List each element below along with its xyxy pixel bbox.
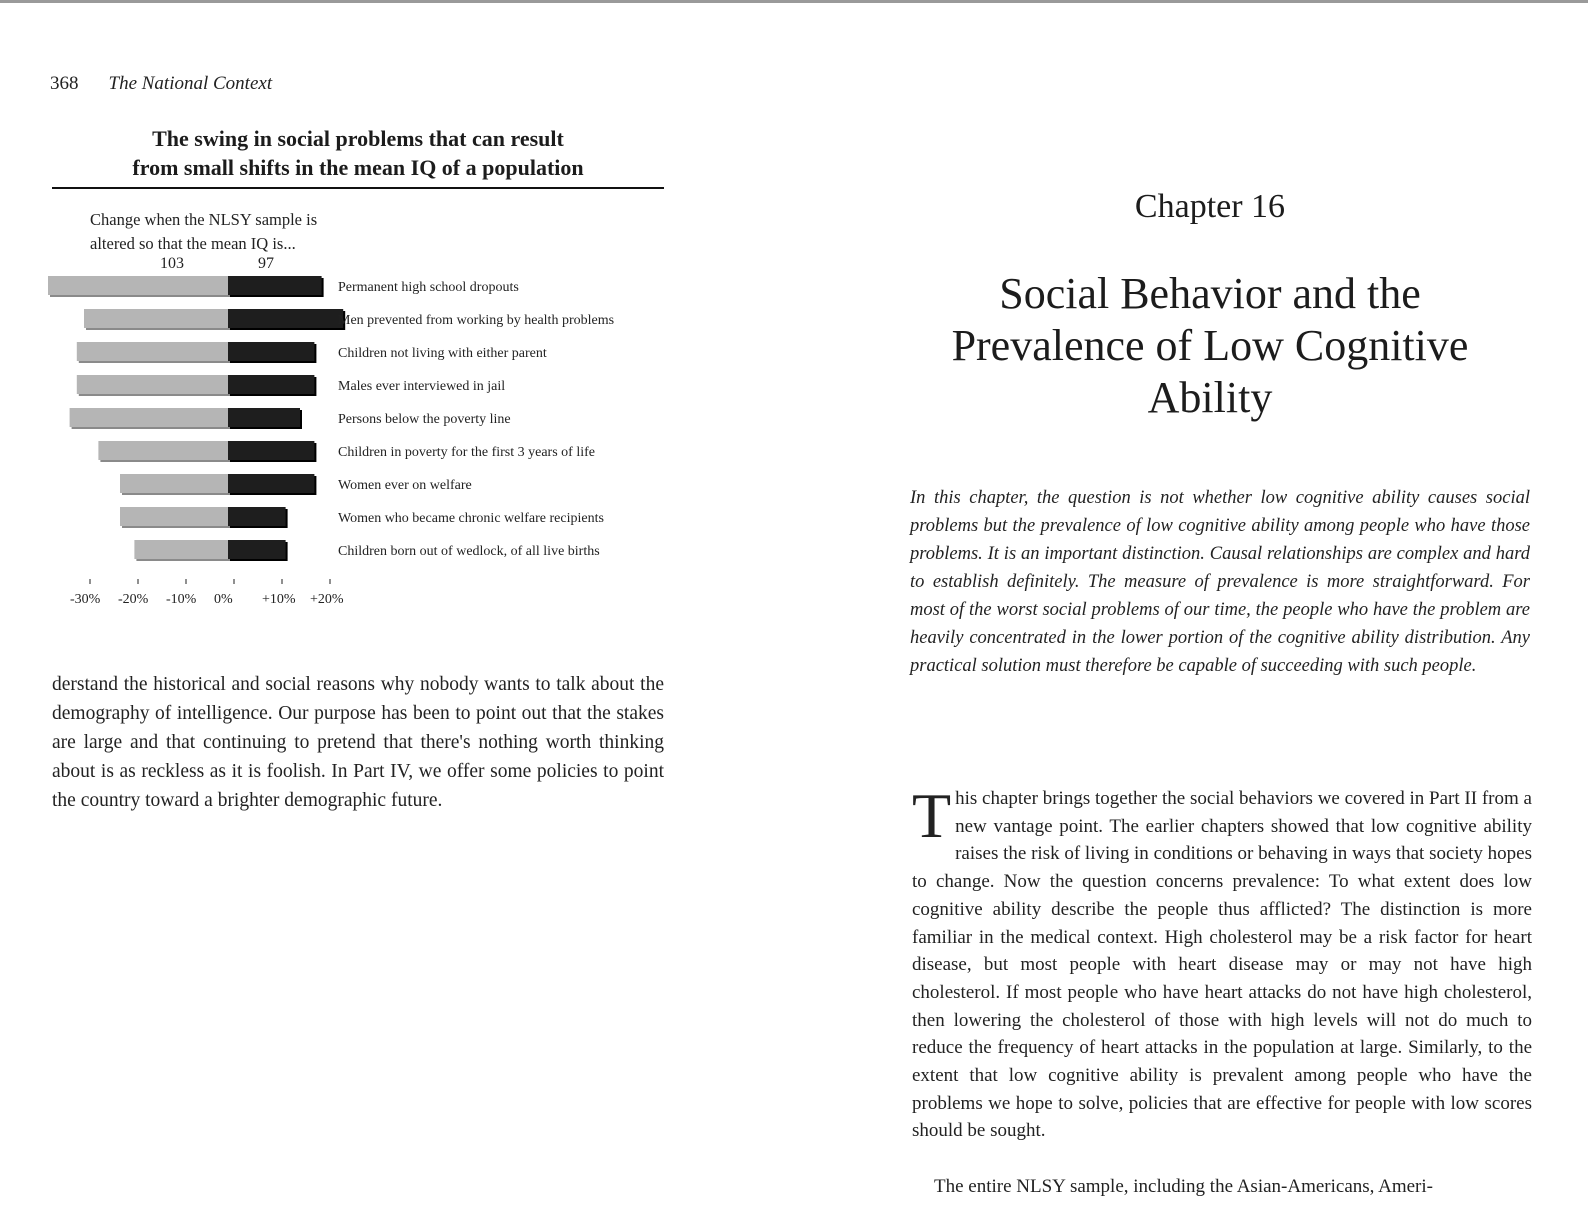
- left-page: [0, 0, 700, 1228]
- running-head-title: The National Context: [108, 73, 273, 94]
- figure-title-line: from small shifts in the mean IQ of a population: [132, 155, 584, 180]
- category-label: Women who became chronic welfare recipients: [338, 511, 604, 526]
- tick-label: 0%: [214, 592, 233, 607]
- chart-caption: [90, 208, 390, 256]
- chapter-title-line: Prevalence of Low Cognitive: [951, 321, 1469, 370]
- tick-label: -20%: [118, 592, 149, 607]
- bar-97: [228, 507, 286, 526]
- chapter-number: Chapter 16: [1134, 188, 1286, 225]
- bar-97: [228, 276, 322, 295]
- right-page: [900, 0, 1560, 1228]
- category-label: Persons below the poverty line: [338, 412, 511, 427]
- bar-97: [228, 342, 314, 361]
- body-paragraph: [912, 780, 1532, 1145]
- bar-97: [228, 309, 343, 328]
- figure-title-line: The swing in social problems that can result: [152, 126, 564, 151]
- bar-103: [120, 507, 228, 526]
- series-label-103: 103: [160, 255, 184, 272]
- bar-97: [228, 408, 300, 427]
- category-label: Children born out of wedlock, of all live births: [338, 544, 600, 559]
- bar-103: [134, 540, 228, 559]
- figure-title: [52, 124, 664, 182]
- tick-label: -30%: [70, 592, 101, 607]
- bar-97: [228, 540, 286, 559]
- series-label-97: 97: [258, 255, 274, 272]
- body-paragraph-text: his chapter brings together the social behaviors we covered in Part II from a new vantage point. The earlier chapters showed that low cognitive ability raises the risk of living in conditions or behaving in ways that society hopes to change. Now the question concerns prevalence: To what extent does low cognitive ability describe the people thus afflicted? The distinction is more familiar in the medical context. High cholesterol may be a risk factor for heart disease, but most people with heart disease may or may not have high cholesterol. If most people who have heart attacks do not have high cholesterol, then lowering the cholesterol of those with high levels will not do much to reduce the frequency of heart attacks in the population at large. Similarly, to the extent that low cognitive ability is prevalent among people who have the problems we hope to solve, policies that are effective for people with low scores should be sought.: [912, 788, 1532, 1142]
- bar-103: [70, 408, 228, 427]
- bar-103: [77, 342, 228, 361]
- category-label: Children in poverty for the first 3 years of life: [338, 445, 595, 460]
- chapter-title-line: Ability: [1147, 373, 1273, 422]
- body-paragraph: derstand the historical and social reasons why nobody wants to talk about the demography of intelligence. Our purpose has been to point out that the stakes are large and that continuing to pretend that there's nothing worth thinking about is as reckless as it is foolish. In Part IV, we offer some policies to point the country toward a brighter demographic future.: [52, 674, 664, 811]
- bar-97: [228, 474, 314, 493]
- chart-caption-line: Change when the NLSY sample is: [90, 210, 318, 229]
- bar-103: [98, 441, 228, 460]
- bar-103: [48, 276, 228, 295]
- bar-103: [120, 474, 228, 493]
- category-label: Permanent high school dropouts: [338, 280, 519, 295]
- tick-label: -10%: [166, 592, 197, 607]
- category-label: Women ever on welfare: [338, 478, 472, 493]
- drop-cap: T: [912, 780, 952, 851]
- chapter-title-line: Social Behavior and the: [999, 269, 1421, 318]
- bar-chart: [0, 268, 700, 607]
- tick-label: +20%: [310, 592, 344, 607]
- bar-103: [77, 375, 228, 394]
- bar-103: [84, 309, 228, 328]
- category-label: Men prevented from working by health problems: [338, 313, 615, 328]
- category-label: Males ever interviewed in jail: [338, 379, 506, 394]
- bar-97: [228, 441, 314, 460]
- bar-97: [228, 375, 314, 394]
- figure-rule: [52, 187, 664, 189]
- tick-label: +10%: [262, 592, 296, 607]
- body-paragraph: The entire NLSY sample, including the Asian-Americans, Ameri-: [934, 1176, 1433, 1197]
- chapter-title: [900, 268, 1520, 424]
- running-head: [50, 73, 272, 95]
- chapter-abstract: In this chapter, the question is not whether low cognitive ability causes social problems but the prevalence of low cognitive ability among people who have those problems. It is an important distinction. Causal relationships are complex and hard to establish definitely. The measure of prevalence is more straightforward. For most of the worst social problems of our time, the people who have the problem are heavily concentrated in the lower portion of the cognitive ability distribution. Any practical solution must therefore be capable of succeeding with such people.: [910, 488, 1530, 676]
- page-number: 368: [50, 73, 79, 94]
- chart-caption-line: altered so that the mean IQ is...: [90, 234, 296, 253]
- category-label: Children not living with either parent: [338, 346, 547, 361]
